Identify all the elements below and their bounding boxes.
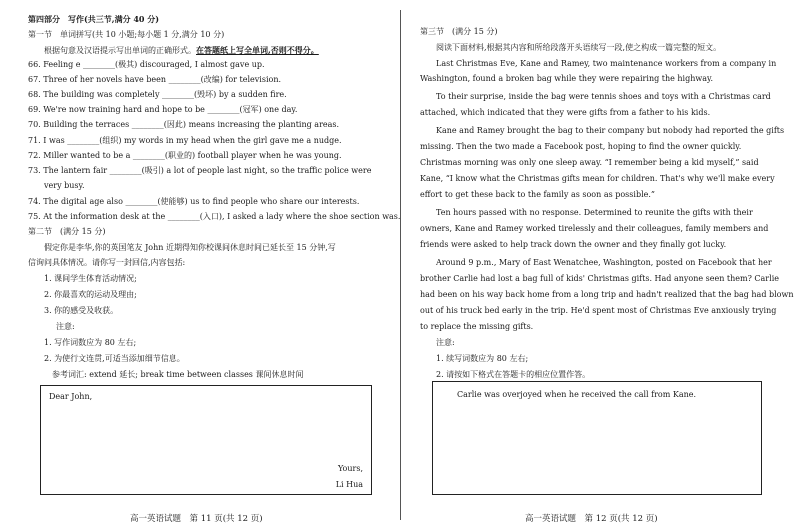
section3-heading: 第三节 (满分 15 分) (420, 27, 498, 36)
notes-label: 注意: (56, 322, 75, 331)
note-1: 1. 写作词数应为 80 左右; (44, 338, 137, 347)
reference-vocabulary: 参考词汇: extend 延长; break time between classes 课间休息时间 (52, 370, 304, 379)
item-69: 69. We're now training hard and hope to be ________(冠军) one day. (28, 105, 298, 114)
section2-prompt-1: 假定你是李华,你的英国笔友 John 近期得知你校课间休息时间已延长至 15 分钟,写 (44, 243, 336, 252)
note-2: 2. 请按如下格式在答题卡的相应位置作答。 (436, 370, 591, 379)
passage-line: out of his truck bed early in the trip. He'd spent most of Christmas Eve anxiously trying (420, 306, 777, 315)
item-74: 74. The digital age also ________(使能够) us to find people who share our interests. (28, 197, 360, 206)
item-68: 68. The building was completely ________(毁坏) by a sudden fire. (28, 90, 287, 99)
footer-page-12: 高一英语试题 第 12 页(共 12 页) (525, 514, 658, 524)
passage-line: brother Carlie had lost a bag full of kids' Christmas gifts. Had anyone seen them? Carlie (420, 274, 779, 283)
content-point-2: 2. 你最喜欢的运动及理由; (44, 290, 137, 299)
section1-emphasis: 在答题纸上写全单词,否则不得分。 (196, 45, 319, 55)
item-71: 71. I was ________(组织) my words in my head when the girl gave me a nudge. (28, 136, 342, 145)
footer-page-11: 高一英语试题 第 11 页(共 12 页) (130, 514, 263, 524)
continuation-answer-box[interactable] (432, 381, 762, 495)
item-67: 67. Three of her novels have been ________(改编) for television. (28, 75, 282, 84)
page-divider (400, 10, 401, 520)
passage-line: friends were asked to help track down the owner and they finally got lucky. (420, 240, 727, 249)
continuation-opening: Carlie was overjoyed when he received the call from Kane. (457, 390, 697, 399)
item-73: 73. The lantern fair ________(吸引) a lot of people last night, so the traffic police were (28, 166, 372, 175)
section2-prompt-2: 信询问具体情况。请你写一封回信,内容包括: (28, 258, 186, 267)
item-73-continued: very busy. (44, 181, 85, 190)
passage-line: Around 9 p.m., Mary of East Wenatchee, Washington, posted on Facebook that her (436, 258, 772, 267)
passage-line: Kane and Ramey brought the bag to their company but nobody had reported the gifts (436, 126, 785, 135)
section3-instruction: 阅读下面材料,根据其内容和所给段落开头语续写一段,使之构成一篇完整的短文。 (436, 43, 722, 52)
passage-line: to replace the missing gifts. (420, 322, 534, 331)
passage-line: Kane, “I know what the Christmas gifts mean for children. That's why we'll make every (420, 174, 775, 183)
letter-salutation: Dear John, (49, 392, 93, 401)
right-page (420, 0, 794, 531)
letter-closing: Yours, (337, 464, 363, 473)
passage-line: Last Christmas Eve, Kane and Ramey, two maintenance workers from a company in (436, 59, 777, 68)
item-66: 66. Feeling e ________(极其) discouraged, I almost gave up. (28, 60, 265, 69)
note-1: 1. 续写词数应为 80 左右; (436, 354, 529, 363)
passage-line: had been on his way back home from a long trip and hadn't realized that the bag had blown (420, 290, 794, 299)
passage-line: missing. Then the two made a Facebook post, hoping to find the owner quickly. (420, 142, 742, 151)
section2-heading: 第二节 (满分 15 分) (28, 227, 106, 236)
part-title: 第四部分 写作(共三节,满分 40 分) (28, 14, 160, 24)
item-72: 72. Miller wanted to be a ________(职业的) football player when he was young. (28, 151, 342, 160)
content-point-3: 3. 你的感受及收获。 (44, 306, 119, 315)
section1-instruction: 根据句意及汉语提示写出单词的正确形式。在答题纸上写全单词,否则不得分。 (44, 45, 319, 55)
content-point-1: 1. 课间学生体育活动情况; (44, 274, 137, 283)
item-75: 75. At the information desk at the ________(入口), I asked a lady where the shoe section was. (28, 212, 401, 221)
passage-line: attached, which indicated that they were gifts from a father to his kids. (420, 108, 711, 117)
letter-signature: Li Hua (335, 480, 363, 489)
passage-line: Washington, found a broken bag while they were repairing the highway. (420, 74, 714, 83)
left-page (28, 0, 401, 531)
passage-line: Christmas morning was only one sleep away. “I remember being a kid myself,” said (420, 158, 759, 167)
passage-line: effort to get these back to the family as soon as possible.” (420, 190, 655, 199)
letter-answer-box[interactable] (40, 385, 372, 495)
passage-line: Ten hours passed with no response. Determined to reunite the gifts with their (436, 208, 753, 217)
item-70: 70. Building the terraces ________(因此) means increasing the planting areas. (28, 120, 340, 129)
passage-line: To their surprise, inside the bag were tennis shoes and toys with a Christmas card (436, 92, 771, 101)
passage-line: owners, Kane and Ramey worked tirelessly and their colleagues, family members and (420, 224, 769, 233)
notes-label: 注意: (436, 338, 455, 347)
note-2: 2. 为使行文连贯,可适当添加细节信息。 (44, 354, 185, 363)
section1-heading: 第一节 单词拼写(共 10 小题;每小题 1 分,满分 10 分) (28, 30, 225, 39)
